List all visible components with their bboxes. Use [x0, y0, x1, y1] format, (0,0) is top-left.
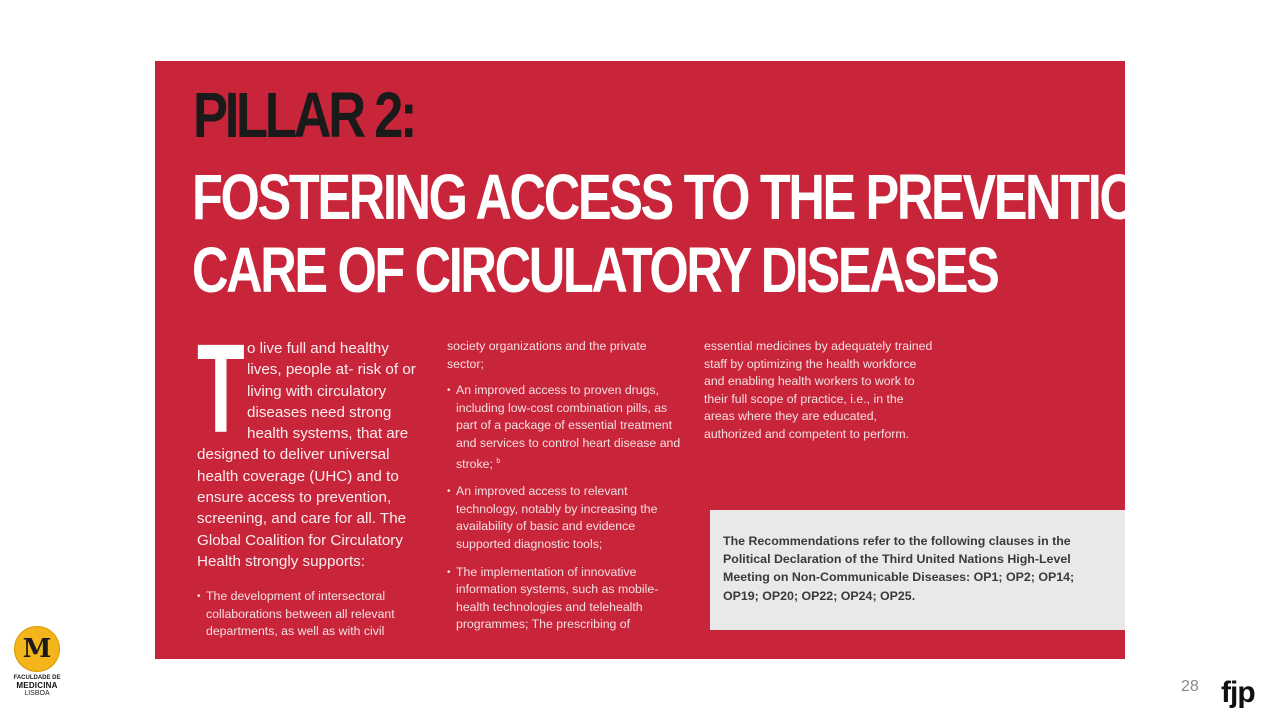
intro-text: o live full and healthy lives, people at- risk of or living with circulatory diseases need strong health systems, that are designed to deliver universal health coverage (UHC) and to ensure access to prevention, screening, and care for all. The Global Coalition for Circulatory Health strongly supports:: [197, 340, 416, 570]
bullet-item: • An improved access to relevant technology, notably by increasing the availability of basic and evidence supported diagnostic tools;: [447, 483, 681, 553]
pillar-title: PILLAR 2:: [193, 79, 415, 151]
col2-continuation: society organizations and the private sector;: [447, 339, 647, 371]
headline: [192, 161, 1283, 307]
headline-line-1: FOSTERING ACCESS TO THE PREVENTION AND: [192, 161, 1283, 233]
bullet-item: [447, 382, 681, 473]
text-column-2: [447, 338, 681, 644]
slide-panel: [155, 61, 1283, 659]
footnote-mark: b: [496, 457, 501, 465]
bullet-item: • The implementation of innovative information systems, such as mobile-health technologies and telehealth programmes; The prescribing of: [447, 564, 681, 634]
bullet-list-col1: [197, 588, 425, 641]
brand-logo-text: fjp: [1221, 676, 1255, 709]
drop-cap: T: [197, 318, 245, 459]
faculdade-medicina-lisboa-logo: [9, 626, 65, 698]
bullet-list-col2: [447, 382, 681, 634]
recommendation-text: The Recommendations refer to the following clauses in the Political Declaration of the Third United Nations High-Level Meeting on Non-Communicable Diseases: OP1; OP2; OP14; OP19; OP20; OP22; OP24; OP25.: [723, 534, 1075, 603]
col3-continuation: essential medicines by adequately trained staff by optimizing the health workforce and enabling health workers to work to their full scope of practice, i.e., in the areas where they are educated, authorized and competent to perform.: [704, 339, 933, 441]
intro-paragraph: [197, 318, 425, 572]
text-column-3: [704, 338, 934, 444]
text-column-1: [197, 318, 425, 651]
slide-number: 28: [1181, 678, 1199, 695]
headline-line-2: CARE OF CIRCULATORY DISEASES: [192, 234, 998, 306]
recommendation-box: [710, 510, 1125, 630]
logo-line-2: MEDICINA: [16, 681, 58, 690]
logo-line-3: LISBOA: [24, 690, 50, 697]
bullet-item: • The development of intersectoral collaborations between all relevant departments, as well as with civil: [197, 588, 425, 641]
logo-monogram-icon: M: [14, 626, 60, 672]
logo-line-1: FACULDADE DE: [13, 675, 61, 681]
bullet-text: An improved access to proven drugs, including low-cost combination pills, as part of a package of essential treatment and services to control heart disease and stroke;: [456, 383, 681, 471]
